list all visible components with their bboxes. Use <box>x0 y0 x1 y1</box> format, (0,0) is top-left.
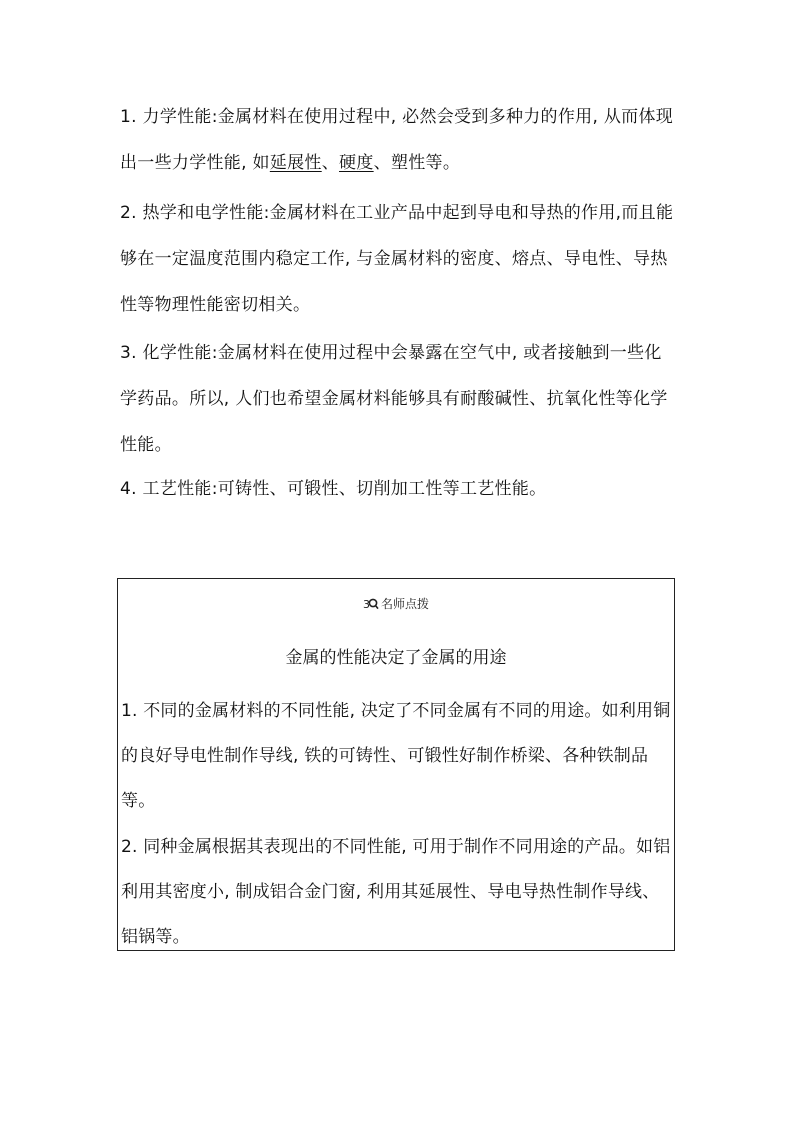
paragraph-text: 1. 力学性能:金属材料在使用过程中, 必然会受到多种力的作用, 从而体现出一些力学性能, 如 <box>120 107 674 173</box>
tip-title: 金属的性能决定了金属的用途 <box>285 648 507 668</box>
separator: 、 <box>321 153 340 173</box>
tip-header <box>118 594 674 614</box>
link-ductility[interactable]: 延展性 <box>269 153 322 173</box>
paragraph-chemical-properties: 3. 化学性能:金属材料在使用过程中会暴露在空气中, 或者接触到一些化学药品。所以, 人们也希望金属材料能够具有耐酸碱性、抗氧化性等化学性能。 <box>120 343 668 455</box>
svg-text:3: 3 <box>362 598 370 610</box>
paragraph-mechanical-properties <box>120 94 676 186</box>
paragraph-text: 、塑性等。 <box>373 153 461 173</box>
tip-paragraph-2: 2. 同种金属根据其表现出的不同性能, 可用于制作不同用途的产品。如铝利用其密度小, 制成铝合金门窗, 利用其延展性、导电导热性制作导线、铝锅等。 <box>121 837 671 947</box>
magnifier-icon <box>363 596 379 609</box>
paragraph-thermal-electrical-properties: 2. 热学和电学性能:金属材料在工业产品中起到导电和导热的作用,而且能够在一定温度范围内稳定工作, 与金属材料的密度、熔点、导电性、导热性等物理性能密切相关。 <box>120 203 674 315</box>
link-hardness[interactable]: 硬度 <box>339 153 374 173</box>
paragraph-process-properties: 4. 工艺性能:可铸性、可锻性、切削加工性等工艺性能。 <box>120 479 547 499</box>
tip-header-label: 名师点拨 <box>380 597 429 611</box>
tip-paragraph-1: 1. 不同的金属材料的不同性能, 决定了不同金属有不同的用途。如利用铜的良好导电性制作导线, 铁的可铸性、可锻性好制作桥梁、各种铁制品等。 <box>121 701 671 811</box>
teacher-tip-box <box>117 578 675 951</box>
